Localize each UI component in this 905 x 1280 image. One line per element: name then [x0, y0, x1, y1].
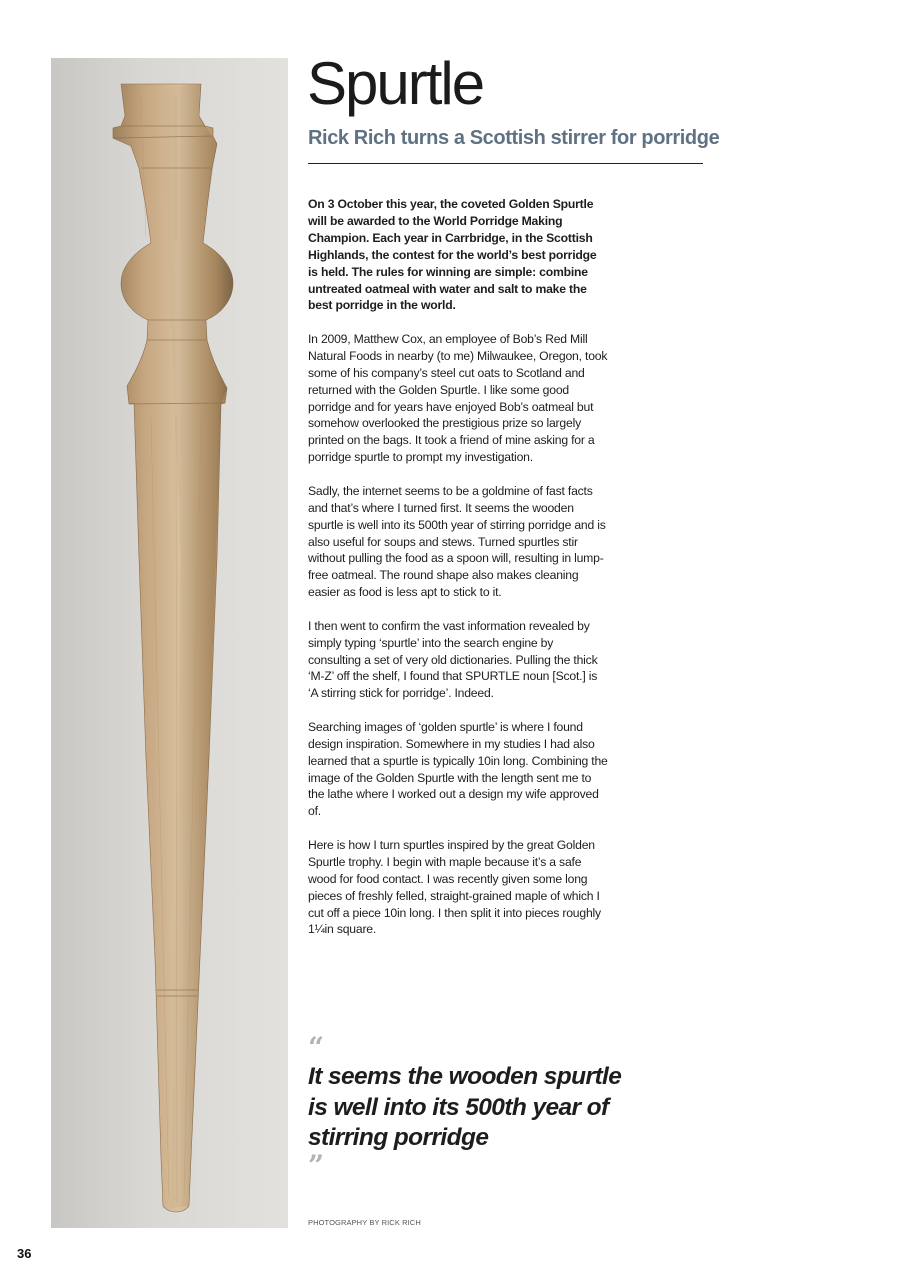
- article-title: Spurtle: [307, 50, 484, 117]
- body-paragraph: I then went to confirm the vast information revealed by simply typing ‘spurtle’ into the search engine by consulting a set of very old dictionaries. Pulling the thick ‘M-Z’ off the shelf, I found that SPURTLE noun [Scot.] is ‘A stirring stick for porridge’. Indeed.: [308, 618, 598, 701]
- body-paragraph: Here is how I turn spurtles inspired by the great Golden Spurtle trophy. I begin with maple because it’s a safe wood for food contact. I was recently given some long pieces of freshly felled, straight-grained maple of which I cut off a piece 10in long. I then split it into pieces roughly 1¼in square.: [308, 837, 601, 937]
- intro-paragraph: On 3 October this year, the coveted Golden Spurtle will be awarded to the World Porridge Making Champion. Each year in Carrbridge, in the Scottish Highlands, the contest for the world’s best porridge is held. The rules for winning are simple: combine untreated oatmeal with water and salt to make the best porridge in the world.: [308, 197, 597, 313]
- page-number: 36: [17, 1246, 32, 1261]
- photo-credit: PHOTOGRAPHY BY RICK RICH: [308, 1218, 421, 1227]
- body-paragraph: Sadly, the internet seems to be a goldmine of fast facts and that’s where I turned first. It seems the wooden spurtle is well into its 500th year of stirring porridge and is also useful for soups and stews. Turned spurtles stir without pulling the food as a spoon will, resulting in lump-free oatmeal. The round shape also makes cleaning easier as food is less apt to stick to it.: [308, 483, 606, 600]
- open-quote-mark: “: [308, 1031, 325, 1064]
- body-paragraph: Searching images of ‘golden spurtle’ is where I found design inspiration. Somewhere in my studies I had also learned that a spurtle is typically 10in long. Combining the image of the Golden Spurtle with the length sent me to the lathe where I worked out a design my wife approved of.: [308, 719, 608, 819]
- article-subtitle: Rick Rich turns a Scottish stirrer for porridge: [308, 127, 720, 149]
- title-divider: [308, 163, 703, 164]
- article-body: [308, 196, 608, 955]
- spurtle-photo: [51, 58, 288, 1228]
- pull-quote-text: It seems the wooden spurtle is well into its 500th year of stirring porridge: [308, 1063, 622, 1151]
- close-quote-mark: ”: [308, 1148, 325, 1182]
- body-paragraph: In 2009, Matthew Cox, an employee of Bob’s Red Mill Natural Foods in nearby (to me) Milwaukee, Oregon, took some of his company’s steel cut oats to Scotland and returned with the Golden Spurtle. I like some good porridge and for years have enjoyed Bob’s oatmeal but somehow overlooked the prestigious prize so largely printed on the bags. It took a friend of mine asking for a porridge spurtle to prompt my investigation.: [308, 331, 608, 465]
- pull-quote: [308, 1031, 638, 1182]
- turned-spurtle-illustration: [51, 58, 288, 1228]
